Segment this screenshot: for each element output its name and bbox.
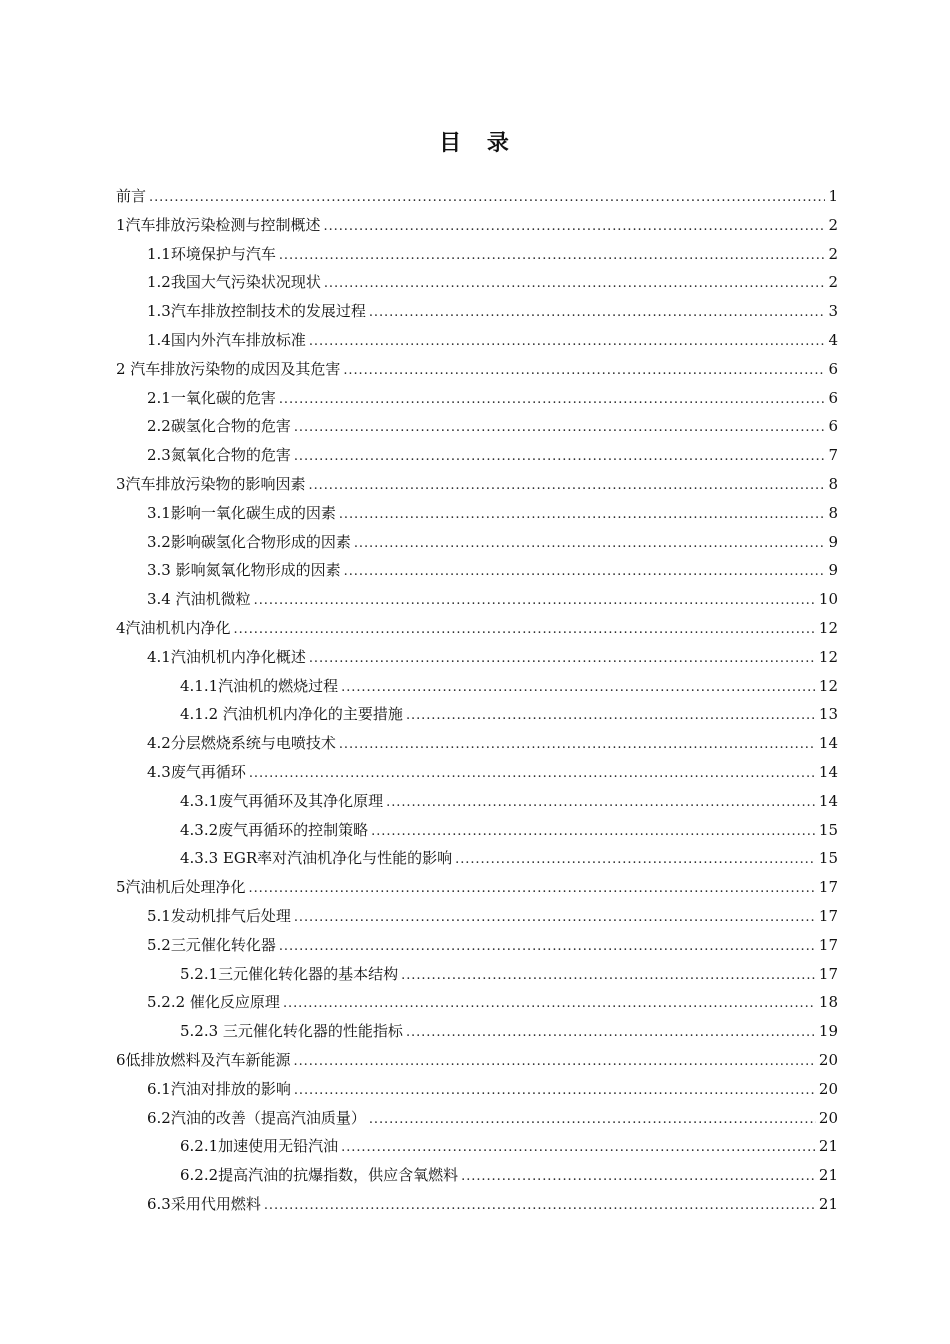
toc-entry[interactable] (116, 412, 838, 441)
toc-entry-label: 3.1影响一氧化碳生成的因素 (147, 503, 336, 522)
toc-entry-page: 17 (818, 878, 838, 897)
dot-leader (294, 1077, 816, 1106)
toc-entry-page: 4 (828, 330, 838, 349)
dot-leader (369, 299, 826, 328)
toc-entry[interactable] (116, 297, 838, 326)
toc-entry[interactable] (116, 816, 838, 845)
dot-leader (149, 184, 825, 213)
dot-leader (264, 1192, 816, 1221)
dot-leader (294, 443, 826, 472)
dot-leader (279, 933, 816, 962)
dot-leader (369, 1106, 816, 1135)
toc-entry-page: 14 (818, 762, 838, 781)
dot-leader (279, 242, 826, 271)
dot-leader (341, 1134, 816, 1163)
toc-entry-label: 3.2影响碳氢化合物形成的因素 (147, 532, 351, 551)
toc-entry-page: 13 (818, 705, 838, 724)
dot-leader (309, 472, 826, 501)
toc-entry-label: 4.2分层燃烧系统与电喷技术 (147, 734, 336, 753)
toc-entry[interactable] (116, 528, 838, 557)
toc-entry-label: 5.2.3 三元催化转化器的性能指标 (180, 1022, 403, 1041)
toc-entry[interactable] (116, 1046, 838, 1075)
toc-entry[interactable] (116, 1104, 838, 1133)
toc-entry-page: 17 (818, 964, 838, 983)
toc-entry-page: 3 (828, 302, 838, 321)
toc-entry-label: 1.3汽车排放控制技术的发展过程 (147, 302, 366, 321)
dot-leader (294, 414, 826, 443)
dot-leader (249, 875, 816, 904)
dot-leader (309, 645, 816, 674)
dot-leader (386, 789, 816, 818)
toc-entry[interactable] (116, 787, 838, 816)
toc-entry[interactable] (116, 556, 838, 585)
toc-entry-label: 3.4 汽油机微粒 (147, 590, 251, 609)
toc-entry-page: 8 (828, 474, 838, 493)
toc-entry-label: 1.1环境保护与汽车 (147, 244, 276, 263)
dot-leader (283, 990, 816, 1019)
toc-entry-page: 10 (818, 590, 838, 609)
toc-entry-page: 17 (818, 935, 838, 954)
dot-leader (371, 818, 816, 847)
toc-entry-label: 5.1发动机排气后处理 (147, 906, 291, 925)
dot-leader (294, 1048, 816, 1077)
toc-entry-label: 3.3 影响氮氧化物形成的因素 (147, 561, 341, 580)
toc-entry-page: 14 (818, 791, 838, 810)
toc-entry-label: 4汽油机机内净化 (116, 618, 231, 637)
toc-entry-page: 15 (818, 820, 838, 839)
toc-entry[interactable] (116, 960, 838, 989)
toc-entry-page: 9 (828, 561, 838, 580)
toc-entry[interactable] (116, 1132, 838, 1161)
dot-leader (461, 1163, 816, 1192)
toc-entry-page: 6 (828, 417, 838, 436)
toc-entry-label: 5.2三元催化转化器 (147, 935, 276, 954)
toc-entry-label: 4.1.2 汽油机机内净化的主要措施 (180, 705, 403, 724)
toc-entry-page: 2 (828, 273, 838, 292)
dot-leader (234, 616, 816, 645)
toc-entry[interactable] (116, 268, 838, 297)
toc-entry-page: 6 (828, 388, 838, 407)
toc-entry-page: 12 (818, 647, 838, 666)
table-of-contents (116, 182, 838, 1219)
toc-entry-page: 8 (828, 503, 838, 522)
toc-entry-page: 9 (828, 532, 838, 551)
toc-entry-page: 20 (818, 1108, 838, 1127)
dot-leader (354, 530, 826, 559)
dot-leader (455, 846, 816, 875)
toc-entry-label: 6.2.2提高汽油的抗爆指数，供应含氧燃料 (180, 1166, 459, 1185)
toc-entry-page: 20 (818, 1050, 838, 1069)
toc-entry[interactable] (116, 470, 838, 499)
dot-leader (406, 1019, 816, 1048)
toc-entry[interactable] (116, 240, 838, 269)
toc-entry[interactable] (116, 384, 838, 413)
toc-entry-label: 6.2汽油的改善（提高汽油质量） (147, 1108, 366, 1127)
toc-entry-label: 5汽油机后处理净化 (116, 878, 246, 897)
toc-entry[interactable] (116, 585, 838, 614)
toc-entry[interactable] (116, 441, 838, 470)
toc-entry[interactable] (116, 700, 838, 729)
toc-entry-page: 7 (828, 446, 838, 465)
toc-entry-page: 12 (818, 618, 838, 637)
dot-leader (324, 270, 826, 299)
dot-leader (339, 501, 826, 530)
toc-entry-label: 1.2我国大气污染状况现状 (147, 273, 321, 292)
toc-entry[interactable] (116, 758, 838, 787)
toc-entry[interactable] (116, 931, 838, 960)
toc-entry-label: 4.1.1汽油机的燃烧过程 (180, 676, 339, 695)
toc-entry-page: 15 (818, 849, 838, 868)
dot-leader (339, 731, 816, 760)
toc-entry[interactable] (116, 902, 838, 931)
dot-leader (294, 904, 816, 933)
toc-entry-label: 前言 (116, 187, 147, 205)
toc-entry-page: 18 (818, 993, 838, 1012)
toc-entry[interactable] (116, 355, 838, 384)
toc-entry-page: 2 (828, 215, 838, 234)
toc-entry-page: 21 (818, 1137, 838, 1156)
toc-entry-label: 1.4国内外汽车排放标准 (147, 330, 306, 349)
toc-entry[interactable] (116, 499, 838, 528)
toc-title: 目 录 (439, 131, 511, 156)
toc-entry[interactable] (116, 614, 838, 643)
toc-entry-label: 2.3氮氧化合物的危害 (147, 446, 291, 465)
dot-leader (401, 962, 816, 991)
toc-entry-page: 2 (828, 244, 838, 263)
toc-entry-page: 19 (818, 1022, 838, 1041)
dot-leader (324, 213, 826, 242)
toc-entry-label: 6.1汽油对排放的影响 (147, 1079, 291, 1098)
dot-leader (309, 328, 826, 357)
toc-entry-label: 6低排放燃料及汽车新能源 (116, 1050, 291, 1069)
dot-leader (249, 760, 816, 789)
toc-entry[interactable] (116, 643, 838, 672)
toc-entry[interactable] (116, 873, 838, 902)
dot-leader (279, 386, 826, 415)
toc-entry-label: 5.2.1三元催化转化器的基本结构 (180, 964, 399, 983)
toc-entry[interactable] (116, 844, 838, 873)
toc-entry-label: 6.2.1加速使用无铅汽油 (180, 1137, 339, 1156)
toc-entry-label: 4.1汽油机机内净化概述 (147, 647, 306, 666)
toc-entry[interactable] (116, 1017, 838, 1046)
toc-entry-label: 6.3采用代用燃料 (147, 1194, 261, 1213)
toc-entry-page: 12 (818, 676, 838, 695)
dot-leader (344, 558, 826, 587)
toc-entry[interactable] (116, 326, 838, 355)
toc-entry[interactable] (116, 729, 838, 758)
toc-entry[interactable] (116, 211, 838, 240)
toc-entry[interactable] (116, 672, 838, 701)
toc-entry-label: 5.2.2 催化反应原理 (147, 993, 280, 1012)
toc-entry-label: 2.1一氧化碳的危害 (147, 388, 276, 407)
toc-entry-page: 21 (818, 1194, 838, 1213)
toc-entry-page: 21 (818, 1166, 838, 1185)
toc-entry-label: 4.3废气再循环 (147, 762, 246, 781)
toc-entry-page: 20 (818, 1079, 838, 1098)
toc-entry-page: 17 (818, 906, 838, 925)
toc-entry[interactable] (116, 182, 838, 211)
toc-entry-page: 6 (828, 359, 838, 378)
dot-leader (341, 674, 816, 703)
toc-entry[interactable] (116, 1075, 838, 1104)
toc-entry[interactable] (116, 1190, 838, 1219)
dot-leader (406, 702, 816, 731)
toc-entry-page: 14 (818, 734, 838, 753)
toc-entry-label: 1汽车排放污染检测与控制概述 (116, 215, 321, 234)
toc-entry[interactable] (116, 1161, 838, 1190)
toc-entry-label: 4.3.1废气再循环及其净化原理 (180, 791, 384, 810)
dot-leader (343, 357, 825, 386)
toc-entry-page: 1 (828, 187, 838, 205)
toc-entry-label: 3汽车排放污染物的影响因素 (116, 474, 306, 493)
toc-entry-label: 4.3.3 EGR率对汽油机净化与性能的影响 (180, 849, 453, 868)
toc-entry[interactable] (116, 988, 838, 1017)
toc-entry-label: 2 汽车排放污染物的成因及其危害 (116, 359, 341, 378)
toc-entry-label: 2.2碳氢化合物的危害 (147, 417, 291, 436)
toc-entry-label: 4.3.2废气再循环的控制策略 (180, 820, 369, 839)
dot-leader (254, 587, 816, 616)
